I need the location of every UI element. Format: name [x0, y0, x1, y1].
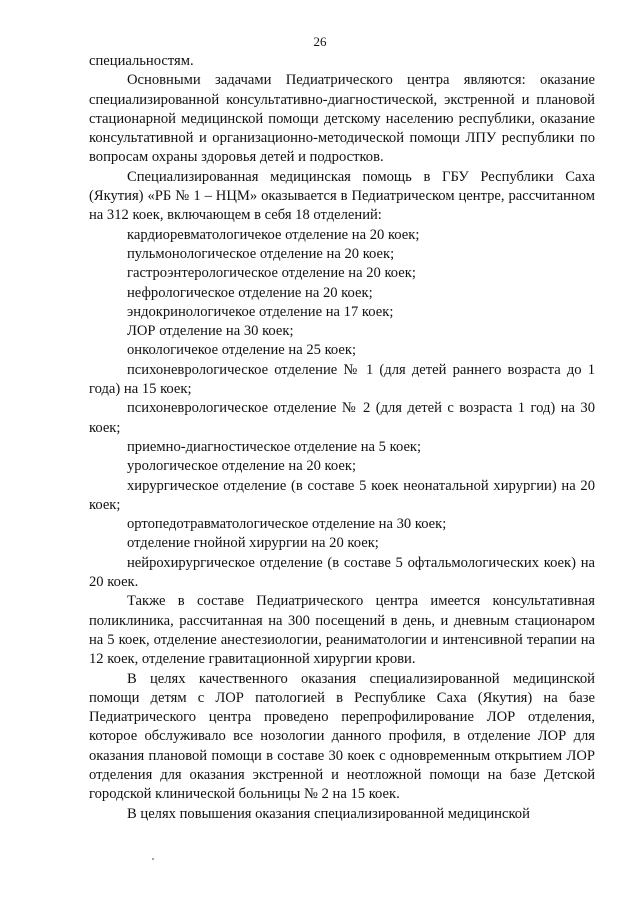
- department-item: психоневрологическое отделение № 2 (для детей с возраста 1 год) на 30 коек;: [89, 400, 595, 436]
- department-item: эндокринологичекое отделение на 17 коек;: [127, 303, 394, 320]
- page-number: 26: [313, 34, 327, 49]
- paragraph-polyclinic: Также в составе Педиатрического центра имеется консультативная поликлиника, рассчитанная на 300 посещений в день, и дневным стационаром на 5 коек, отделение анестезиологии, реаниматологии и интенсивной терапии на 12 коек, отделение гравитационной хирургии крови.: [89, 593, 595, 668]
- paragraph-continues: В целях повышения оказания специализированной медицинской: [127, 805, 530, 822]
- department-item: ортопедотравматологическое отделение на 30 коек;: [127, 516, 447, 533]
- department-item: хирургическое отделение (в составе 5 коек неонатальной хирургии) на 20 коек;: [89, 477, 595, 513]
- paragraph-tasks: Основными задачами Педиатрического центра являются: оказание специализированной консультативно-диагностической, экстренной и плановой стационарной медицинской помощи детскому населению республики, оказание консультативной и организационно-методической помощи ЛПУ республики по вопросам охраны здоровья детей и подростков.: [89, 72, 595, 166]
- department-item: нефрологическое отделение на 20 коек;: [127, 284, 373, 301]
- department-item: онкологичекое отделение на 25 коек;: [127, 342, 357, 359]
- paragraph-ent-reprofiling: В целях качественного оказания специализированной медицинской помощи детям с ЛОР патологией в Республике Саха (Якутия) на базе Педиатрического центра проведено перепрофилирование ЛОР отделения, которое обслуживало все нозологии данного профиля, в отделение ЛОР для оказания плановой помощи в составе 30 коек с одновременным открытием ЛОР отделения для оказания экстренной и неотложной помощи на базе Детской городской клинической больницы № 2 на 15 коек.: [89, 670, 595, 803]
- paragraph-continuation: специальностям.: [89, 53, 194, 69]
- department-item: отделение гнойной хирургии на 20 коек;: [127, 535, 379, 552]
- document-body: [89, 52, 595, 824]
- department-item: гастроэнтерологическое отделение на 20 коек;: [127, 265, 416, 282]
- department-item: урологическое отделение на 20 коек;: [127, 458, 357, 475]
- department-item: приемно-диагностическое отделение на 5 коек;: [127, 438, 422, 455]
- department-item: пульмонологическое отделение на 20 коек;: [127, 245, 395, 262]
- department-item: кардиоревматологичекое отделение на 20 коек;: [127, 226, 420, 243]
- department-list: [89, 226, 595, 593]
- department-item: нейрохирургическое отделение (в составе 5 офтальмологических коек) на 20 коек.: [89, 554, 595, 591]
- paragraph-intro-departments: Специализированная медицинская помощь в ГБУ Республики Саха (Якутия) «РБ № 1 – НЦМ» оказывается в Педиатрическом центре, рассчитанном на 312 коек, включающем в себя 18 отделений:: [89, 168, 595, 224]
- scan-speck: [152, 858, 154, 860]
- department-item: ЛОР отделение на 30 коек;: [127, 323, 294, 340]
- department-item: психоневрологическое отделение № 1 (для детей раннего возраста до 1 года) на 15 коек;: [89, 361, 595, 398]
